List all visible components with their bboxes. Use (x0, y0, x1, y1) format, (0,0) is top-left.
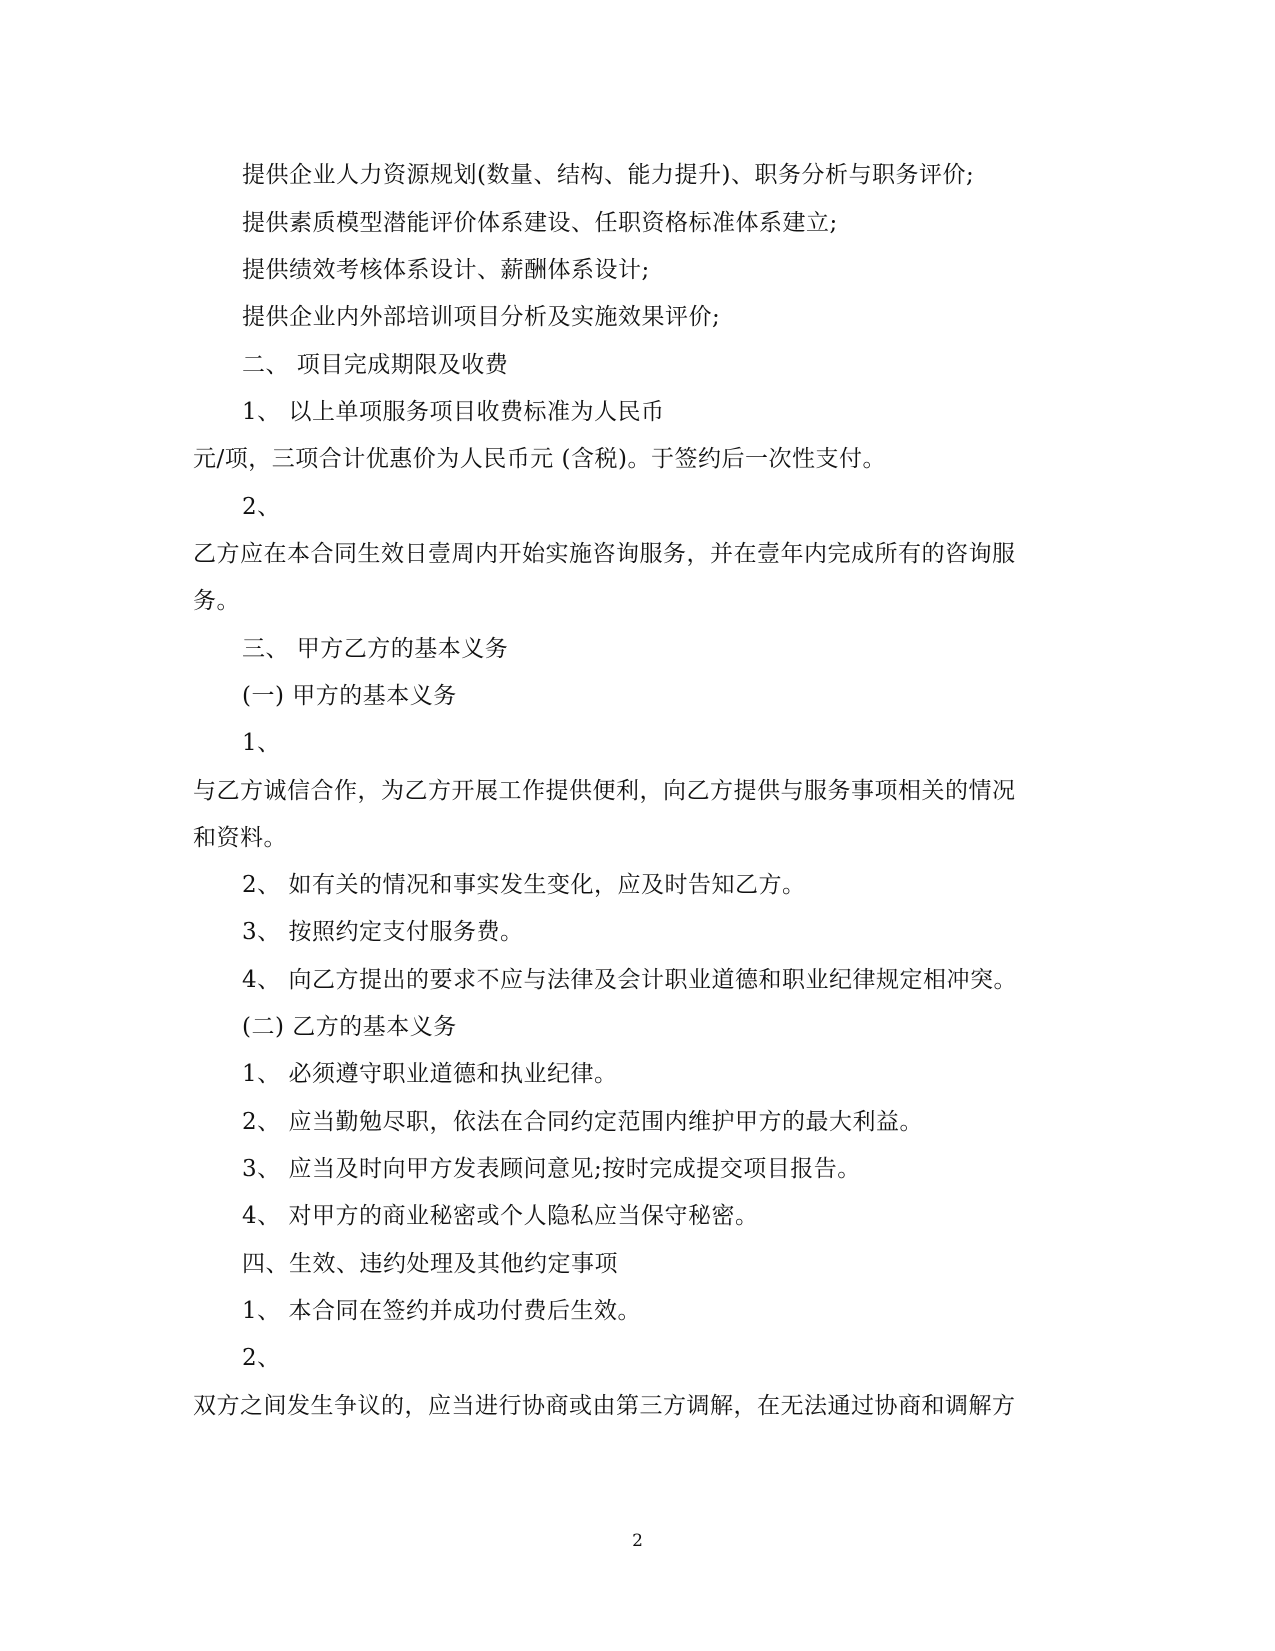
paragraph-line: 乙方应在本合同生效日壹周内开始实施咨询服务，并在壹年内完成所有的咨询服 (193, 541, 1016, 567)
paragraph-line: 元/项，三项合计优惠价为人民币元 (含税)。于签约后一次性支付。 (193, 446, 887, 472)
paragraph-line: 2、 (242, 1345, 281, 1371)
paragraph-line: 提供绩效考核体系设计、薪酬体系设计; (242, 257, 650, 283)
paragraph-line: 和资料。 (193, 825, 287, 851)
paragraph-line: 提供企业人力资源规划(数量、结构、能力提升)、职务分析与职务评价; (242, 162, 975, 188)
paragraph-line: 2、 (242, 494, 281, 520)
paragraph-line: 1、 以上单项服务项目收费标准为人民币 (242, 399, 665, 425)
paragraph-line: 4、 对甲方的商业秘密或个人隐私应当保守秘密。 (242, 1203, 759, 1229)
paragraph-line: 1、 (242, 730, 281, 756)
paragraph-line: 3、 按照约定支付服务费。 (242, 919, 524, 945)
paragraph-line: 1、 必须遵守职业道德和执业纪律。 (242, 1061, 618, 1087)
paragraph-line: 3、 应当及时向甲方发表顾问意见;按时完成提交项目报告。 (242, 1156, 861, 1182)
paragraph-line: 务。 (193, 588, 240, 614)
subsection-heading: (一) 甲方的基本义务 (242, 683, 457, 709)
paragraph-line: 双方之间发生争议的，应当进行协商或由第三方调解，在无法通过协商和调解方 (193, 1393, 1016, 1419)
paragraph-line: 提供素质模型潜能评价体系建设、任职资格标准体系建立; (242, 210, 838, 236)
page-number: 2 (632, 1531, 643, 1551)
paragraph-line: 4、 向乙方提出的要求不应与法律及会计职业道德和职业纪律规定相冲突。 (242, 967, 1017, 993)
section-heading: 二、 项目完成期限及收费 (242, 352, 509, 378)
section-heading: 三、 甲方乙方的基本义务 (242, 636, 509, 662)
paragraph-line: 提供企业内外部培训项目分析及实施效果评价; (242, 304, 721, 330)
paragraph-line: 2、 如有关的情况和事实发生变化，应及时告知乙方。 (242, 872, 806, 898)
paragraph-line: 1、 本合同在签约并成功付费后生效。 (242, 1298, 641, 1324)
paragraph-line: 与乙方诚信合作，为乙方开展工作提供便利，向乙方提供与服务事项相关的情况 (193, 778, 1016, 804)
subsection-heading: (二) 乙方的基本义务 (242, 1014, 457, 1040)
paragraph-line: 2、 应当勤勉尽职，依法在合同约定范围内维护甲方的最大利益。 (242, 1109, 923, 1135)
section-heading: 四、生效、违约处理及其他约定事项 (242, 1251, 618, 1277)
